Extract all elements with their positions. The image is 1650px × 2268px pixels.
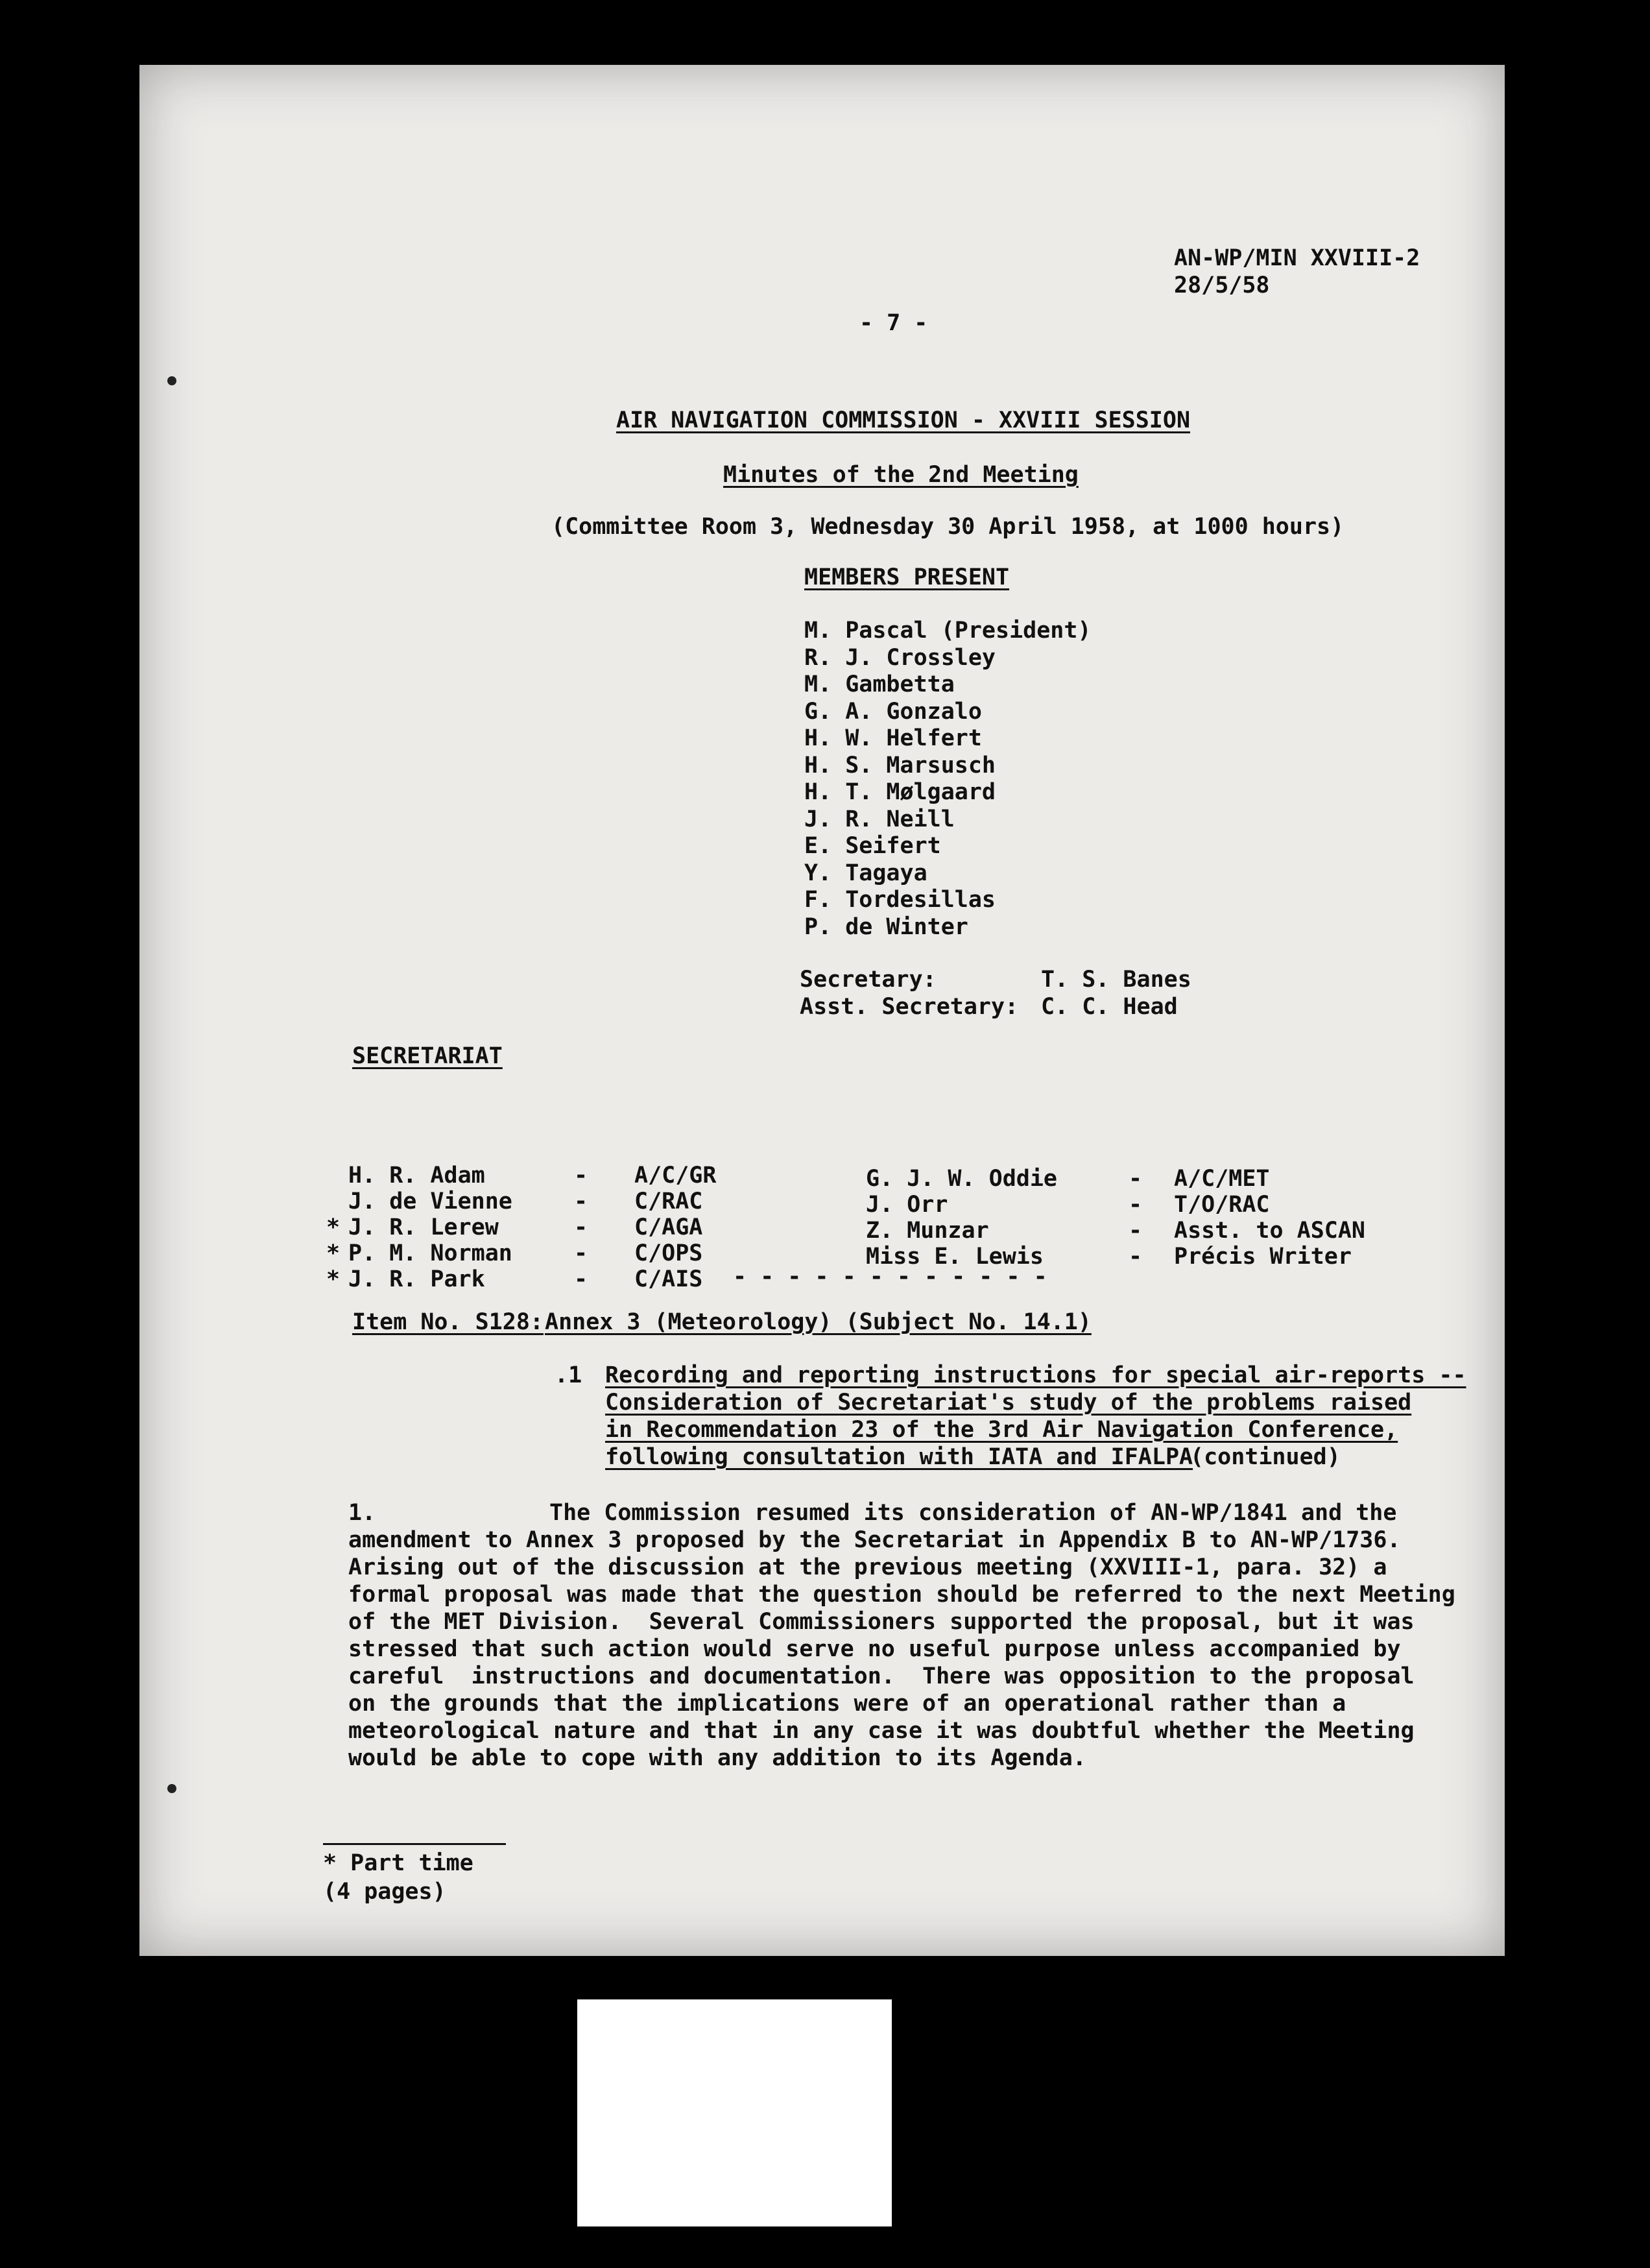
- sub-item-line: Recording and reporting instructions for special air-reports --: [605, 1362, 1466, 1388]
- secretariat-name: J. R. Park: [348, 1266, 485, 1292]
- member-name: G. A. Gonzalo: [804, 698, 982, 725]
- page-number: - 7 -: [859, 310, 928, 336]
- asst-secretary-name: C. C. Head: [1041, 994, 1178, 1020]
- secretariat-name: J. de Vienne: [348, 1188, 512, 1214]
- sub-item-number: .1: [555, 1362, 582, 1388]
- secretariat-name: Miss E. Lewis: [866, 1244, 1044, 1270]
- secretariat-role: T/O/RAC: [1174, 1192, 1270, 1218]
- secretariat-name: H. R. Adam: [348, 1163, 485, 1188]
- part-time-mark: *: [326, 1214, 341, 1240]
- member-name: F. Tordesillas: [804, 887, 996, 913]
- member-name: Y. Tagaya: [804, 860, 927, 886]
- commission-title: AIR NAVIGATION COMMISSION - XXVIII SESSION: [616, 407, 1191, 433]
- paragraph-line: would be able to cope with any addition to its Agenda.: [348, 1745, 1086, 1771]
- doc-date: 28/5/58: [1174, 272, 1270, 298]
- secretariat-name: P. M. Norman: [348, 1240, 512, 1266]
- paragraph-line: of the MET Division. Several Commissioners supported the proposal, but it was: [348, 1609, 1415, 1635]
- footnote-rule: [323, 1843, 506, 1845]
- paragraph-line: on the grounds that the implications were of an operational rather than a: [348, 1691, 1346, 1717]
- document-page: [139, 65, 1505, 1956]
- sub-item-line: following consultation with IATA and IFALPA: [605, 1444, 1193, 1470]
- member-name: H. W. Helfert: [804, 725, 982, 751]
- member-name: P. de Winter: [804, 913, 968, 940]
- member-name: R. J. Crossley: [804, 644, 996, 671]
- secretariat-dash: -: [1129, 1166, 1143, 1192]
- paragraph-line: formal proposal was made that the question should be referred to the next Meeting: [348, 1582, 1455, 1608]
- blank-slip: [577, 1999, 892, 2226]
- paragraph-number: 1.: [348, 1500, 376, 1526]
- secretariat-role: C/RAC: [634, 1188, 703, 1214]
- footnote-pages: (4 pages): [323, 1879, 446, 1905]
- members-heading: MEMBERS PRESENT: [804, 564, 1010, 590]
- paragraph-line: meteorological nature and that in any case it was doubtful whether the Meeting: [348, 1718, 1415, 1744]
- member-name: M. Pascal (President): [804, 618, 1092, 644]
- secretariat-name: J. R. Lerew: [348, 1214, 499, 1240]
- paragraph-line: careful instructions and documentation. There was opposition to the proposal: [348, 1663, 1415, 1689]
- paragraph-line: Arising out of the discussion at the previous meeting (XXVIII-1, para. 32) a: [348, 1554, 1387, 1580]
- secretariat-dash: -: [574, 1240, 588, 1266]
- punch-hole: [167, 1784, 176, 1793]
- paragraph-line: amendment to Annex 3 proposed by the Secretariat in Appendix B to AN-WP/1736.: [348, 1527, 1401, 1553]
- part-time-mark: *: [326, 1266, 341, 1292]
- member-name: H. T. Mølgaard: [804, 779, 996, 805]
- punch-hole: [167, 376, 176, 385]
- asst-secretary-label: Asst. Secretary:: [800, 994, 1019, 1020]
- secretariat-role: Précis Writer: [1174, 1244, 1352, 1270]
- doc-reference: AN-WP/MIN XXVIII-2: [1174, 245, 1420, 271]
- secretariat-dash: -: [574, 1214, 588, 1240]
- secretariat-name: J. Orr: [866, 1192, 948, 1218]
- minutes-title: Minutes of the 2nd Meeting: [723, 462, 1079, 488]
- meeting-location: (Committee Room 3, Wednesday 30 April 1958, at 1000 hours): [551, 514, 1345, 540]
- secretariat-role: C/AIS: [634, 1266, 703, 1292]
- separator-line: - - - - - - - - - - - -: [733, 1264, 1047, 1290]
- secretariat-dash: -: [574, 1163, 588, 1188]
- secretary-name: T. S. Banes: [1041, 967, 1191, 993]
- member-name: H. S. Marsusch: [804, 752, 996, 778]
- secretariat-dash: -: [574, 1188, 588, 1214]
- secretariat-dash: -: [1129, 1192, 1143, 1218]
- secretariat-role: A/C/GR: [634, 1163, 717, 1188]
- secretariat-heading: SECRETARIAT: [352, 1043, 503, 1069]
- secretariat-role: C/OPS: [634, 1240, 703, 1266]
- secretariat-dash: -: [574, 1266, 588, 1292]
- member-name: J. R. Neill: [804, 806, 955, 832]
- secretariat-dash: -: [1129, 1218, 1143, 1244]
- secretariat-role: A/C/MET: [1174, 1166, 1270, 1192]
- secretariat-name: Z. Munzar: [866, 1218, 989, 1244]
- sub-item-line: Consideration of Secretariat's study of the problems raised: [605, 1390, 1412, 1416]
- item-subject: Annex 3 (Meteorology) (Subject No. 14.1): [545, 1309, 1092, 1335]
- secretary-label: Secretary:: [800, 967, 937, 993]
- paragraph-line: The Commission resumed its consideration of AN-WP/1841 and the: [549, 1500, 1397, 1526]
- sub-item-line: in Recommendation 23 of the 3rd Air Navigation Conference,: [605, 1417, 1398, 1443]
- footnote-part-time: * Part time: [323, 1850, 473, 1876]
- part-time-mark: *: [326, 1240, 341, 1266]
- member-name: M. Gambetta: [804, 671, 955, 697]
- sub-item-continued: (continued): [1190, 1444, 1341, 1470]
- secretariat-dash: -: [1129, 1244, 1143, 1270]
- member-name: E. Seifert: [804, 833, 941, 859]
- secretariat-role: Asst. to ASCAN: [1174, 1218, 1366, 1244]
- secretariat-role: C/AGA: [634, 1214, 703, 1240]
- item-label: Item No. S128:: [352, 1309, 544, 1335]
- secretariat-name: G. J. W. Oddie: [866, 1166, 1058, 1192]
- paragraph-line: stressed that such action would serve no useful purpose unless accompanied by: [348, 1636, 1401, 1662]
